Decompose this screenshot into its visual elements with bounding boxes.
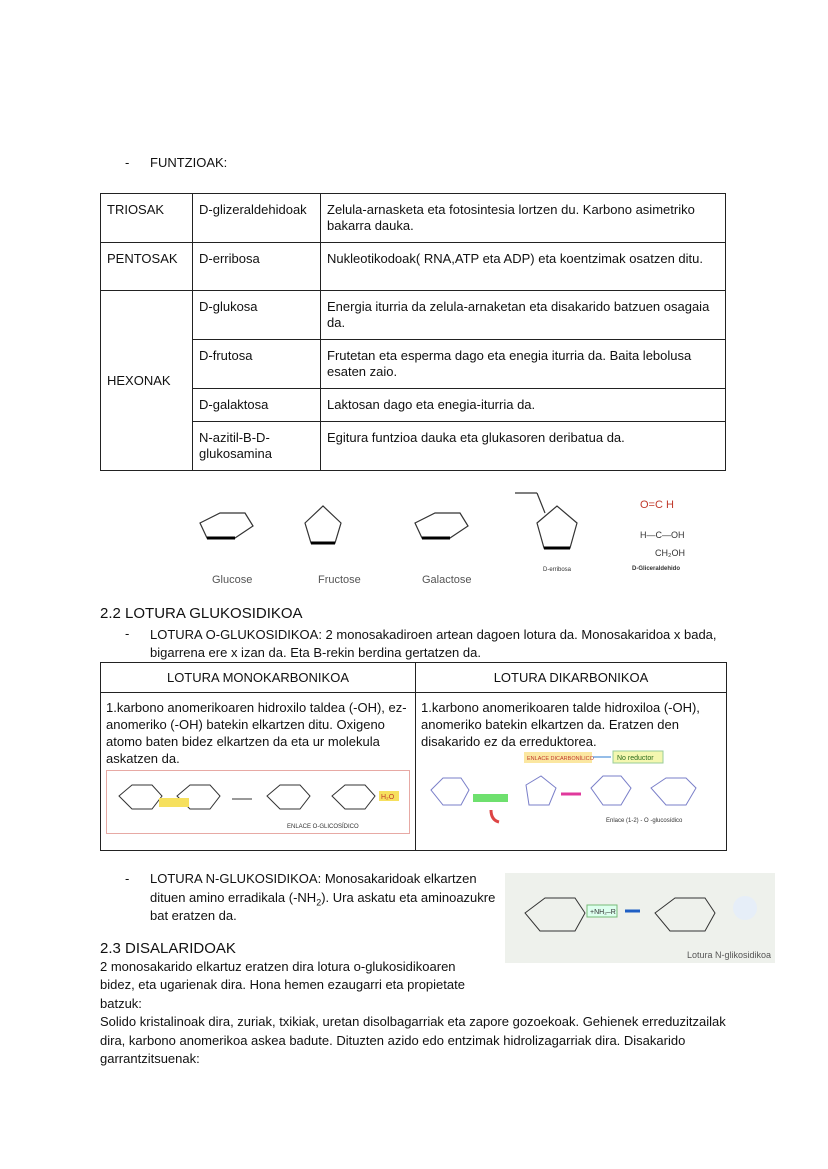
- n-glycosidic-text: [100, 870, 500, 926]
- svg-text:CH₂OH: CH₂OH: [655, 548, 685, 558]
- table-row: [101, 422, 726, 471]
- dicarbonyl-text: 1.karbono anomerikoaren talde hidroxiloa (-OH), anomeriko batekin elkartzen da. Eratzen den disakarido ez da erreduktorea.: [421, 700, 700, 749]
- dicarbonyl-header: LOTURA DIKARBONIKOA: [416, 663, 727, 693]
- bullet: -: [125, 871, 130, 886]
- desc-cell: Frutetan eta esperma dago eta enegia iturria da. Baita lebolusa esaten zaio.: [321, 340, 726, 389]
- galactose-ring: [415, 513, 468, 538]
- bond-types-table: [100, 662, 727, 851]
- fructose-ring: [305, 506, 341, 543]
- bullet: -: [125, 626, 130, 641]
- disaccharide-paragraph-1: 2 monosakarido elkartuz eratzen dira lotura o-glukosidikoaren bidez, eta ugarienak dira. Hona hemen ezaugarri eta propietate batzuk:: [100, 958, 465, 1011]
- n-glycosidic-caption: Lotura N-glikosidikoa: [686, 950, 771, 960]
- name-cell: D-glizeraldehidoak: [193, 194, 321, 243]
- n-glyco-text-post: ). Ura askatu eta aminoazukre bat eratzen da.: [150, 889, 496, 923]
- glucose-ring: [200, 513, 253, 538]
- glucose-label: Glucose: [212, 574, 253, 586]
- galactose-label: Galactose: [422, 574, 472, 586]
- dicarbonyl-bond-figure: [421, 750, 721, 836]
- table-row: [101, 389, 726, 422]
- monocarbonyl-cell: [101, 693, 416, 851]
- n-glyco-text-pre: LOTURA N-GLUKOSIDIKOA: Monosakaridoak elkartzen dituen amino erradikala (-NH: [150, 871, 477, 905]
- functions-bullet: -: [125, 155, 130, 170]
- desc-cell: Energia iturria da zelula-arnaketan eta disakarido batzuen osagaia da.: [321, 291, 726, 340]
- table-header-row: [101, 663, 727, 693]
- svg-text:+NH₂–R: +NH₂–R: [590, 909, 616, 916]
- glyceraldehyde-label: D-Gliceraldehido: [632, 566, 681, 572]
- section-2-3-heading: 2.3 DISALARIDOAK: [100, 939, 236, 957]
- ribose-ring: [537, 506, 577, 548]
- table-row: [101, 291, 726, 340]
- name-cell: N-azitil-B-D-glukosamina: [193, 422, 321, 471]
- monocarbonyl-header: LOTURA MONOKARBONIKOA: [101, 663, 416, 693]
- name-cell: D-erribosa: [193, 243, 321, 291]
- o-glycosidic-caption: ENLACE O-GLICOSÍDICO: [287, 824, 359, 830]
- no-reductor-label: No reductor: [617, 755, 654, 762]
- svg-text:O=C H: O=C H: [640, 499, 674, 511]
- o-glycosidic-bond-figure: [106, 770, 410, 834]
- monosaccharide-table: [100, 193, 726, 471]
- desc-cell: Zelula-arnasketa eta fotosintesia lortzen du. Karbono asimetriko bakarra dauka.: [321, 194, 726, 243]
- o-glycosidic-text: LOTURA O-GLUKOSIDIKOA: 2 monosakadiroen artean dagoen lotura da. Monosakaridoa x bada, bigarrena ere x izan da. Eta B-rekin berdina gertatzen da.: [150, 627, 717, 660]
- monocarbonyl-text: 1.karbono anomerikoaren hidroxilo taldea (-OH), ez-anomeriko (-OH) batekin elkartzen ditu. Oxigeno atomo baten bidez elkartzen da eta ur molekula askatzen da.: [106, 700, 407, 766]
- group-cell: TRIOSAK: [101, 194, 193, 243]
- water-label: H₂O: [381, 794, 395, 801]
- monosaccharide-structures-figure: [185, 478, 715, 593]
- desc-cell: Nukleotikodoak( RNA,ATP eta ADP) eta koentzimak osatzen ditu.: [321, 243, 726, 291]
- table-row: [101, 243, 726, 291]
- fructose-label: Fructose: [318, 574, 361, 586]
- svg-text:H—C—OH: H—C—OH: [640, 530, 685, 540]
- glyceraldehyde-structure: [640, 499, 685, 558]
- group-cell: PENTOSAK: [101, 243, 193, 291]
- table-row: [101, 340, 726, 389]
- name-cell: D-glukosa: [193, 291, 321, 340]
- table-row: [101, 693, 727, 851]
- dicarbonyl-caption: Enlace (1-2) - O -glucosídico: [606, 818, 683, 824]
- functions-title: FUNTZIOAK:: [150, 155, 228, 170]
- lower-text-flow: [100, 870, 728, 1069]
- disaccharide-paragraph-2: Solido kristalinoak dira, zuriak, txikiak, uretan disolbagarriak eta zapore gozoekoak. Gehienek erreduzitzailak dira, karbono anomerikoa askea badute. Dituzten azido edo entzimak hidrolizagarriak dira. Disakarido garrantzitsuenak:: [100, 1014, 726, 1066]
- name-cell: D-galaktosa: [193, 389, 321, 422]
- section-2-2-heading: 2.2 LOTURA GLUKOSIDIKOA: [100, 605, 303, 622]
- desc-cell: Egitura funtzioa dauka eta glukasoren deribatua da.: [321, 422, 726, 471]
- table-row: [101, 194, 726, 243]
- name-cell: D-frutosa: [193, 340, 321, 389]
- ribose-label: D-erribosa: [543, 567, 572, 573]
- group-cell: HEXONAK: [101, 291, 193, 471]
- n-glyco-subscript: 2: [316, 897, 322, 908]
- dicarbonyl-label: ENLACE DICARBONÍLICO: [527, 756, 594, 762]
- dicarbonyl-cell: [416, 693, 727, 851]
- desc-cell: Laktosan dago eta enegia-iturria da.: [321, 389, 726, 422]
